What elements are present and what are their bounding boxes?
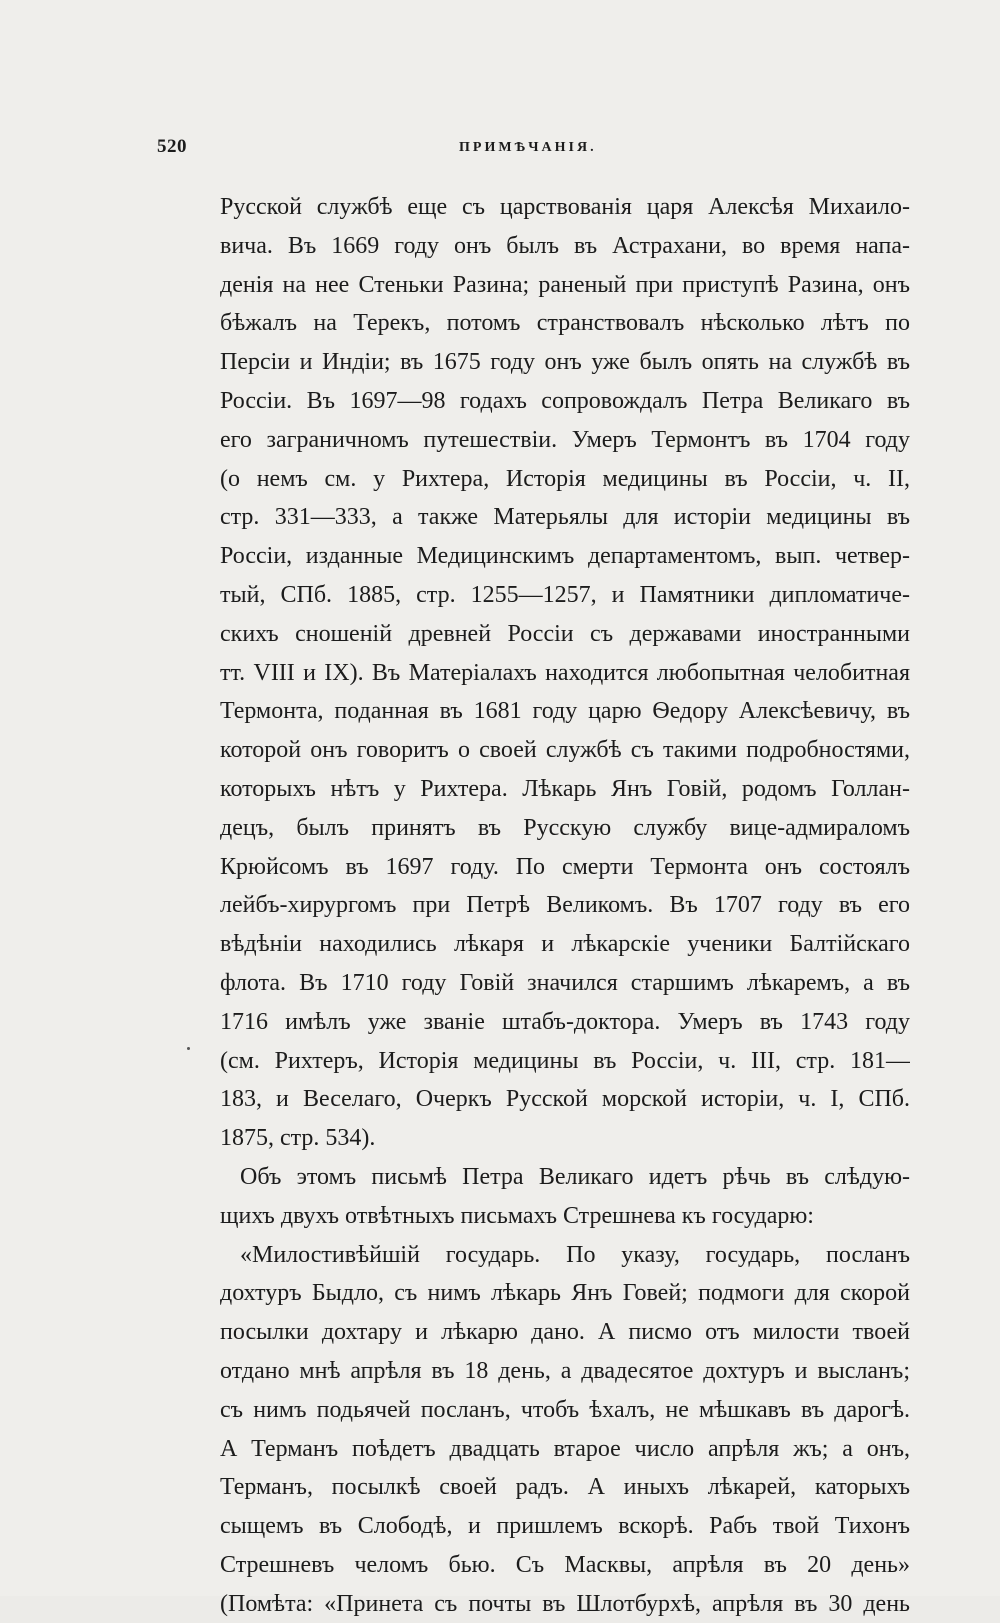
print-speck bbox=[187, 1047, 190, 1050]
text-line: флота. Въ 1710 году Говій значился старшимъ лѣкаремъ, а въ bbox=[220, 969, 910, 996]
text-line: дохтуръ Быдло, съ нимъ лѣкарь Янъ Говей; подмоги для скорой bbox=[220, 1280, 910, 1307]
text-line: Россіи, изданные Медицинскимъ департаментомъ, вып. четвер- bbox=[220, 543, 910, 570]
text-line: сыщемъ въ Слободѣ, и пришлемъ вскорѣ. Рабъ твой Тихонъ bbox=[220, 1513, 910, 1540]
running-title: ПРИМѢЧАНІЯ. bbox=[459, 140, 597, 155]
text-line: вѣдѣніи находились лѣкаря и лѣкарскіе ученики Балтійскаго bbox=[220, 931, 910, 958]
text-line: А Терманъ поѣдетъ двадцать втарое число апрѣля жъ; а онъ, bbox=[220, 1435, 910, 1462]
text-line: 183, и Веселаго, Очеркъ Русской морской исторіи, ч. I, СПб. bbox=[220, 1086, 910, 1113]
text-line: скихъ сношеній древней Россіи съ державами иностранными bbox=[220, 620, 910, 647]
text-line: Крюйсомъ въ 1697 году. По смерти Термонта онъ состоялъ bbox=[220, 853, 910, 880]
text-line: 1875, стр. 534). bbox=[220, 1125, 376, 1152]
body-text bbox=[220, 188, 910, 1623]
text-line: Россіи. Въ 1697—98 годахъ сопровождалъ Петра Великаго въ bbox=[220, 387, 910, 414]
text-line: посылки дохтару и лѣкарю дано. А писмо отъ милости твоей bbox=[220, 1319, 910, 1346]
text-line: вича. Въ 1669 году онъ былъ въ Астрахани, во время напа- bbox=[220, 232, 910, 259]
text-line: Стрешневъ челомъ бью. Съ Масквы, апрѣля въ 20 день» bbox=[220, 1551, 910, 1578]
text-line: тый, СПб. 1885, стр. 1255—1257, и Памятники дипломатиче- bbox=[220, 581, 910, 608]
text-line: бѣжалъ на Терекъ, потомъ странствовалъ нѣсколько лѣтъ по bbox=[220, 310, 910, 337]
text-line: Русской службѣ еще съ царствованія царя Алексѣя Михаило- bbox=[220, 194, 910, 220]
text-line: щихъ двухъ отвѣтныхъ письмахъ Стрешнева къ государю: bbox=[220, 1202, 814, 1229]
text-line: стр. 331—333, а также Матерьялы для исторіи медицины въ bbox=[220, 504, 910, 531]
text-line: Термонта, поданная въ 1681 году царю Ѳедору Алексѣевичу, въ bbox=[220, 698, 910, 725]
text-line: Терманъ, посылкѣ своей радъ. А иныхъ лѣкарей, каторыхъ bbox=[220, 1474, 910, 1501]
page-number: 520 bbox=[157, 136, 187, 157]
text-line: (о немъ см. у Рихтера, Исторія медицины въ Россіи, ч. II, bbox=[220, 465, 910, 492]
text-line: тт. VIII и IX). Въ Матеріалахъ находится любопытная челобитная bbox=[220, 659, 910, 686]
text-line: которой онъ говоритъ о своей службѣ съ такими подробностями, bbox=[220, 737, 910, 764]
text-line: отдано мнѣ апрѣля въ 18 день, а двадесятое дохтуръ и высланъ; bbox=[220, 1357, 910, 1384]
text-line: лейбъ-хирургомъ при Петрѣ Великомъ. Въ 1707 году въ его bbox=[220, 892, 910, 919]
text-line: Объ этомъ письмѣ Петра Великаго идетъ рѣчь въ слѣдую- bbox=[240, 1163, 910, 1190]
text-line: денія на нее Стеньки Разина; раненый при приступѣ Разина, онъ bbox=[220, 271, 910, 298]
text-line: децъ, былъ принятъ въ Русскую службу вице-адмираломъ bbox=[220, 814, 910, 841]
text-line: (Помѣта: «Принета съ почты въ Шлотбурхѣ, апрѣля въ 30 день bbox=[220, 1590, 910, 1617]
text-line: 1716 имѣлъ уже званіе штабъ-доктора. Умеръ въ 1743 году bbox=[220, 1008, 910, 1035]
text-line: Персіи и Индіи; въ 1675 году онъ уже былъ опять на службѣ въ bbox=[220, 349, 910, 376]
text-line: «Милостивѣйшій государь. По указу, государь, посланъ bbox=[240, 1241, 910, 1268]
text-line: (см. Рихтеръ, Исторія медицины въ Россіи, ч. III, стр. 181— bbox=[220, 1047, 910, 1074]
page-header bbox=[157, 136, 910, 162]
text-line: его заграничномъ путешествіи. Умеръ Термонтъ въ 1704 году bbox=[220, 426, 910, 453]
text-line: которыхъ нѣтъ у Рихтера. Лѣкарь Янъ Говій, родомъ Голлан- bbox=[220, 775, 910, 802]
text-line: съ нимъ подьячей посланъ, чтобъ ѣхалъ, не мѣшкавъ въ дарогѣ. bbox=[220, 1396, 910, 1423]
